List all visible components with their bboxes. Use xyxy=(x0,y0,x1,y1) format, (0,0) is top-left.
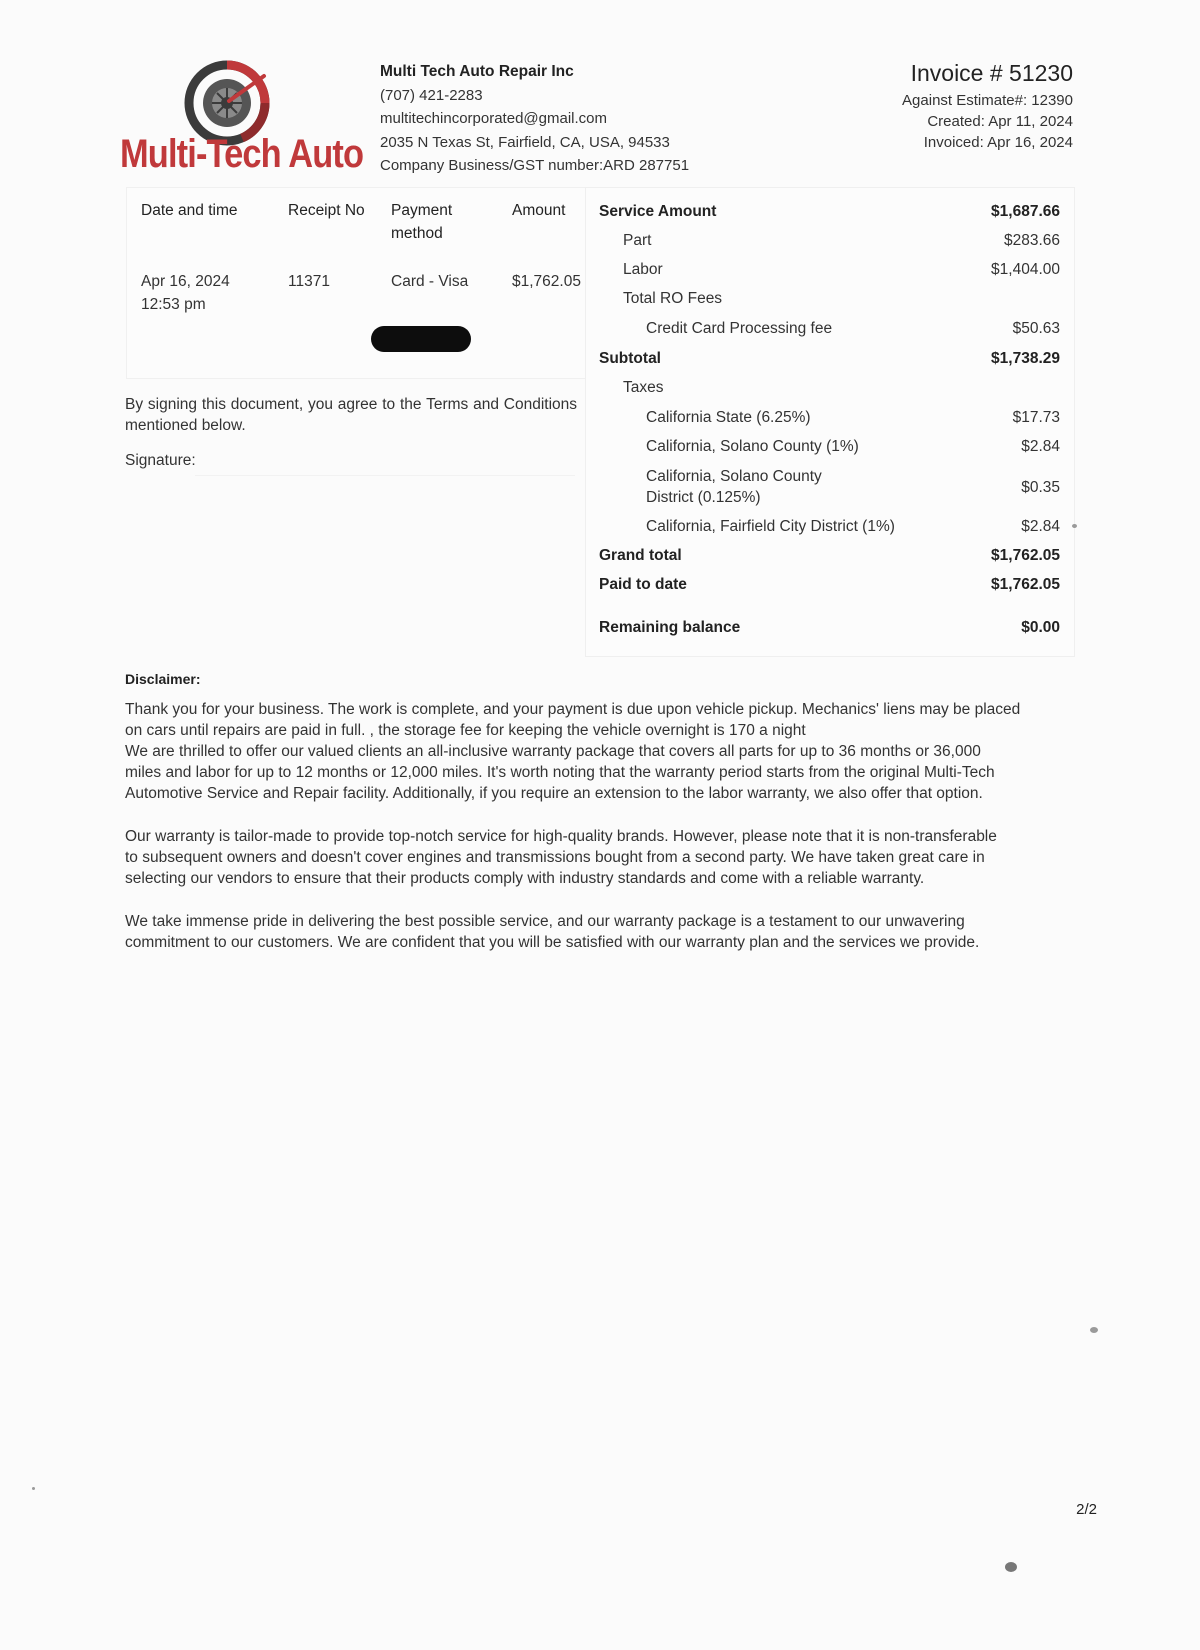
header-payment-method-line2: method xyxy=(391,225,443,242)
terms-text: By signing this document, you agree to the Terms and Conditions mentioned below. xyxy=(125,396,577,434)
invoiced-date: Invoiced: Apr 16, 2024 xyxy=(923,134,1073,151)
disclaimer-line: Automotive Service and Repair facility. Additionally, if you require an extension to the labor warranty, we also offer that option. xyxy=(125,785,983,802)
taxes-label: Taxes xyxy=(623,379,664,396)
remaining-balance-value: $0.00 xyxy=(1021,619,1060,636)
payment-date: Apr 16, 2024 xyxy=(141,273,230,290)
disclaimer-line: commitment to our customers. We are confident that you will be satisfied with our warranty plan and the services we provide. xyxy=(125,934,980,951)
company-name: Multi Tech Auto Repair Inc xyxy=(380,63,574,80)
header-amount: Amount xyxy=(512,202,566,219)
part-label: Part xyxy=(623,232,652,249)
disclaimer-line: Our warranty is tailor-made to provide top-notch service for high-quality brands. However, please note that it is non-transferable xyxy=(125,828,997,845)
scan-speck xyxy=(32,1487,35,1490)
payment-amount: $1,762.05 xyxy=(512,273,581,290)
payment-datetime xyxy=(141,270,230,316)
labor-label: Labor xyxy=(623,261,663,278)
remaining-balance-label: Remaining balance xyxy=(599,619,741,636)
disclaimer-line: selecting our vendors to ensure that their products comply with industry standards and come with a reliable warranty. xyxy=(125,870,925,887)
tax-county-label: California, Solano County (1%) xyxy=(646,438,859,455)
scan-speck xyxy=(1005,1562,1017,1572)
disclaimer-line: to subsequent owners and doesn't cover engines and transmissions bought from a second party. We have taken great care in xyxy=(125,849,985,866)
invoice-header xyxy=(902,58,1073,153)
disclaimer-line: Thank you for your business. The work is complete, and your payment is due upon vehicle pickup. Mechanics' liens may be placed xyxy=(125,701,1021,718)
tax-county-district-label-line1: California, Solano County xyxy=(646,468,822,485)
tax-state-label: California State (6.25%) xyxy=(646,409,811,426)
ro-fees-label: Total RO Fees xyxy=(623,290,723,307)
disclaimer-line: on cars until repairs are paid in full. , the storage fee for keeping the vehicle overnight is 170 a night xyxy=(125,722,806,739)
scan-speck xyxy=(1090,1327,1098,1333)
disclaimer-title: Disclaimer: xyxy=(125,671,201,687)
payments-table xyxy=(126,187,586,379)
company-address: 2035 N Texas St, Fairfield, CA, USA, 94533 xyxy=(380,133,670,151)
tax-county-district-label-line2: District (0.125%) xyxy=(646,489,761,506)
tax-county-district-row xyxy=(586,466,1074,508)
created-date: Created: Apr 11, 2024 xyxy=(927,113,1073,130)
grand-total-label: Grand total xyxy=(599,547,682,564)
disclaimer-line: We take immense pride in delivering the best possible service, and our warranty package is a testament to our unwavering xyxy=(125,913,965,930)
header-payment-method-line1: Payment xyxy=(391,202,453,219)
signature-line xyxy=(195,475,575,476)
tax-county-value: $2.84 xyxy=(1021,438,1060,455)
payment-method: Card - Visa xyxy=(391,273,469,290)
paid-to-date-value: $1,762.05 xyxy=(991,576,1060,593)
company-phone: (707) 421-2283 xyxy=(380,86,483,104)
service-amount-value: $1,687.66 xyxy=(991,203,1060,220)
signature-label: Signature: xyxy=(125,452,196,469)
part-value: $283.66 xyxy=(1003,232,1060,249)
scan-speck xyxy=(1072,524,1077,528)
disclaimer-paragraph-3 xyxy=(125,911,1073,953)
company-logo xyxy=(120,58,370,186)
paid-to-date-label: Paid to date xyxy=(599,576,687,593)
header-payment-method xyxy=(391,199,452,245)
redacted-card-digits xyxy=(371,326,471,352)
labor-value: $1,404.00 xyxy=(991,261,1060,278)
company-business-number: Company Business/GST number:ARD 287751 xyxy=(380,157,690,174)
disclaimer xyxy=(125,671,1073,975)
tax-county-district-value: $0.35 xyxy=(1021,479,1060,496)
totals-summary xyxy=(585,187,1075,657)
tax-city-value: $2.84 xyxy=(1021,518,1060,535)
company-email: multitechincorporated@gmail.com xyxy=(380,110,607,127)
company-info xyxy=(380,60,689,178)
invoice-title: Invoice # 51230 xyxy=(910,60,1073,86)
tax-city-label: California, Fairfield City District (1%) xyxy=(646,518,895,535)
cc-fee-value: $50.63 xyxy=(1012,320,1060,337)
service-amount-label: Service Amount xyxy=(599,203,717,220)
payment-time: 12:53 pm xyxy=(141,296,206,313)
grand-total-value: $1,762.05 xyxy=(991,547,1060,564)
disclaimer-line: miles and labor for up to 12 months or 12,000 miles. It's worth noting that the warranty period starts from the original Multi-Tech xyxy=(125,764,995,781)
subtotal-value: $1,738.29 xyxy=(991,350,1060,367)
tax-state-value: $17.73 xyxy=(1012,409,1060,426)
header-receipt-no: Receipt No xyxy=(288,202,365,219)
subtotal-label: Subtotal xyxy=(599,350,661,367)
receipt-number: 11371 xyxy=(288,273,330,290)
against-estimate: Against Estimate#: 12390 xyxy=(902,92,1073,109)
disclaimer-paragraph-1 xyxy=(125,699,1073,804)
page-number: 2/2 xyxy=(1076,1501,1097,1518)
disclaimer-line: We are thrilled to offer our valued clients an all-inclusive warranty package that covers all parts for up to 36 months or 36,000 xyxy=(125,743,981,760)
disclaimer-paragraph-2 xyxy=(125,826,1073,889)
tax-county-district-label xyxy=(646,466,822,508)
cc-fee-label: Credit Card Processing fee xyxy=(646,320,833,337)
logo-wordmark: Multi-Tech Auto xyxy=(120,132,364,176)
header-date-time: Date and time xyxy=(141,202,238,219)
